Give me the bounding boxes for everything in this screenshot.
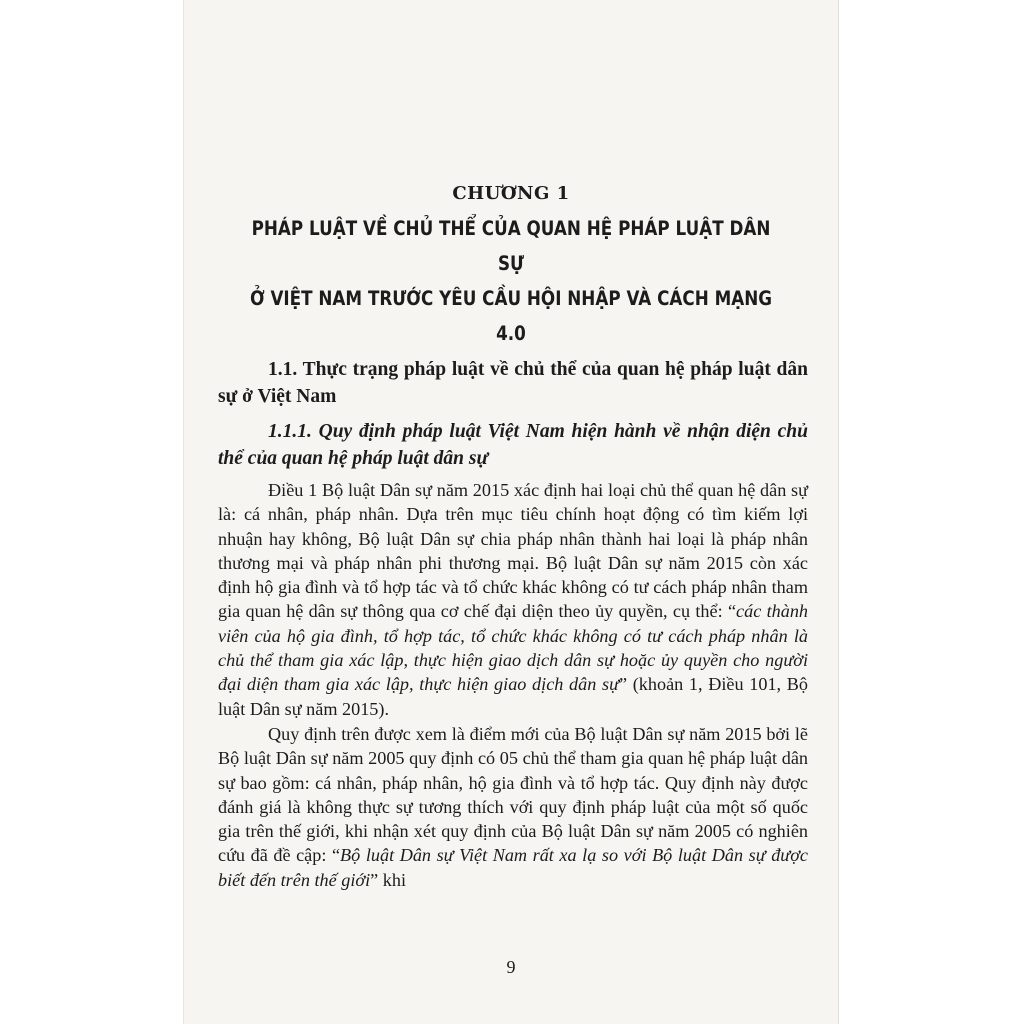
chapter-title-line-1: PHÁP LUẬT VỀ CHỦ THỂ CỦA QUAN HỆ PHÁP LUẬT DÂN SỰ [251, 217, 771, 275]
chapter-title [247, 211, 775, 351]
book-page [184, 0, 838, 1024]
paragraph-2-quote: Bộ luật Dân sự Việt Nam rất xa lạ so với Bộ luật Dân sự được biết đến trên thế giới [218, 845, 808, 890]
paragraph-2-continuation: ” khi [370, 869, 407, 890]
page-number: 9 [506, 957, 516, 977]
page-body [218, 356, 808, 893]
paragraph-2 [218, 722, 808, 892]
paragraph-1-citation: ” (khoản 1, Điều 101, Bộ luật Dân sự năm 2015). [218, 674, 808, 719]
paragraph-1-text: Điều 1 Bộ luật Dân sự năm 2015 xác định hai loại chủ thể quan hệ dân sự là: cá nhân, pháp nhân. Dựa trên mục tiêu chính hoạt động có tìm kiếm lợi nhuận hay không, Bộ luật Dân sự chia pháp nhân thành hai loại là pháp nhân thương mại và pháp nhân phi thương mại. Bộ luật Dân sự năm 2015 còn xác định hộ gia đình và tổ hợp tác và tổ chức khác không có tư cách pháp nhân tham gia quan hệ dân sự thông qua cơ chế đại diện theo ủy quyền, cụ thể: “ [218, 480, 808, 622]
subsection-heading: 1.1.1. Quy định pháp luật Việt Nam hiện hành về nhận diện chủ thể của quan hệ pháp luật dân sự [218, 421, 808, 469]
chapter-label: CHƯƠNG 1 [452, 183, 570, 204]
chapter-title-line-2: Ở VIỆT NAM TRƯỚC YÊU CẦU HỘI NHẬP VÀ CÁCH MẠNG 4.0 [249, 287, 773, 345]
paragraph-1-quote: các thành viên của hộ gia đình, tổ hợp tác, tổ chức khác không có tư cách pháp nhân là chủ thể tham gia xác lập, thực hiện giao dịch dân sự hoặc ủy quyền cho người đại diện tham gia xác lập, thực hiện giao dịch dân sự [218, 601, 809, 695]
paragraph-2-text: Quy định trên được xem là điểm mới của Bộ luật Dân sự năm 2015 bởi lẽ Bộ luật Dân sự năm 2005 quy định có 05 chủ thể tham gia quan hệ pháp luật dân sự bao gồm: cá nhân, pháp nhân, hộ gia đình và tổ hợp tác. Quy định này được đánh giá là không thực sự tương thích với quy định pháp luật của một số quốc gia trên thế giới, khi nhận xét quy định của Bộ luật Dân sự năm 2005 có nghiên cứu đã đề cập: “ [218, 723, 808, 866]
section-heading: 1.1. Thực trạng pháp luật về chủ thể của quan hệ pháp luật dân sự ở Việt Nam [218, 359, 808, 407]
paragraph-1 [218, 478, 808, 721]
